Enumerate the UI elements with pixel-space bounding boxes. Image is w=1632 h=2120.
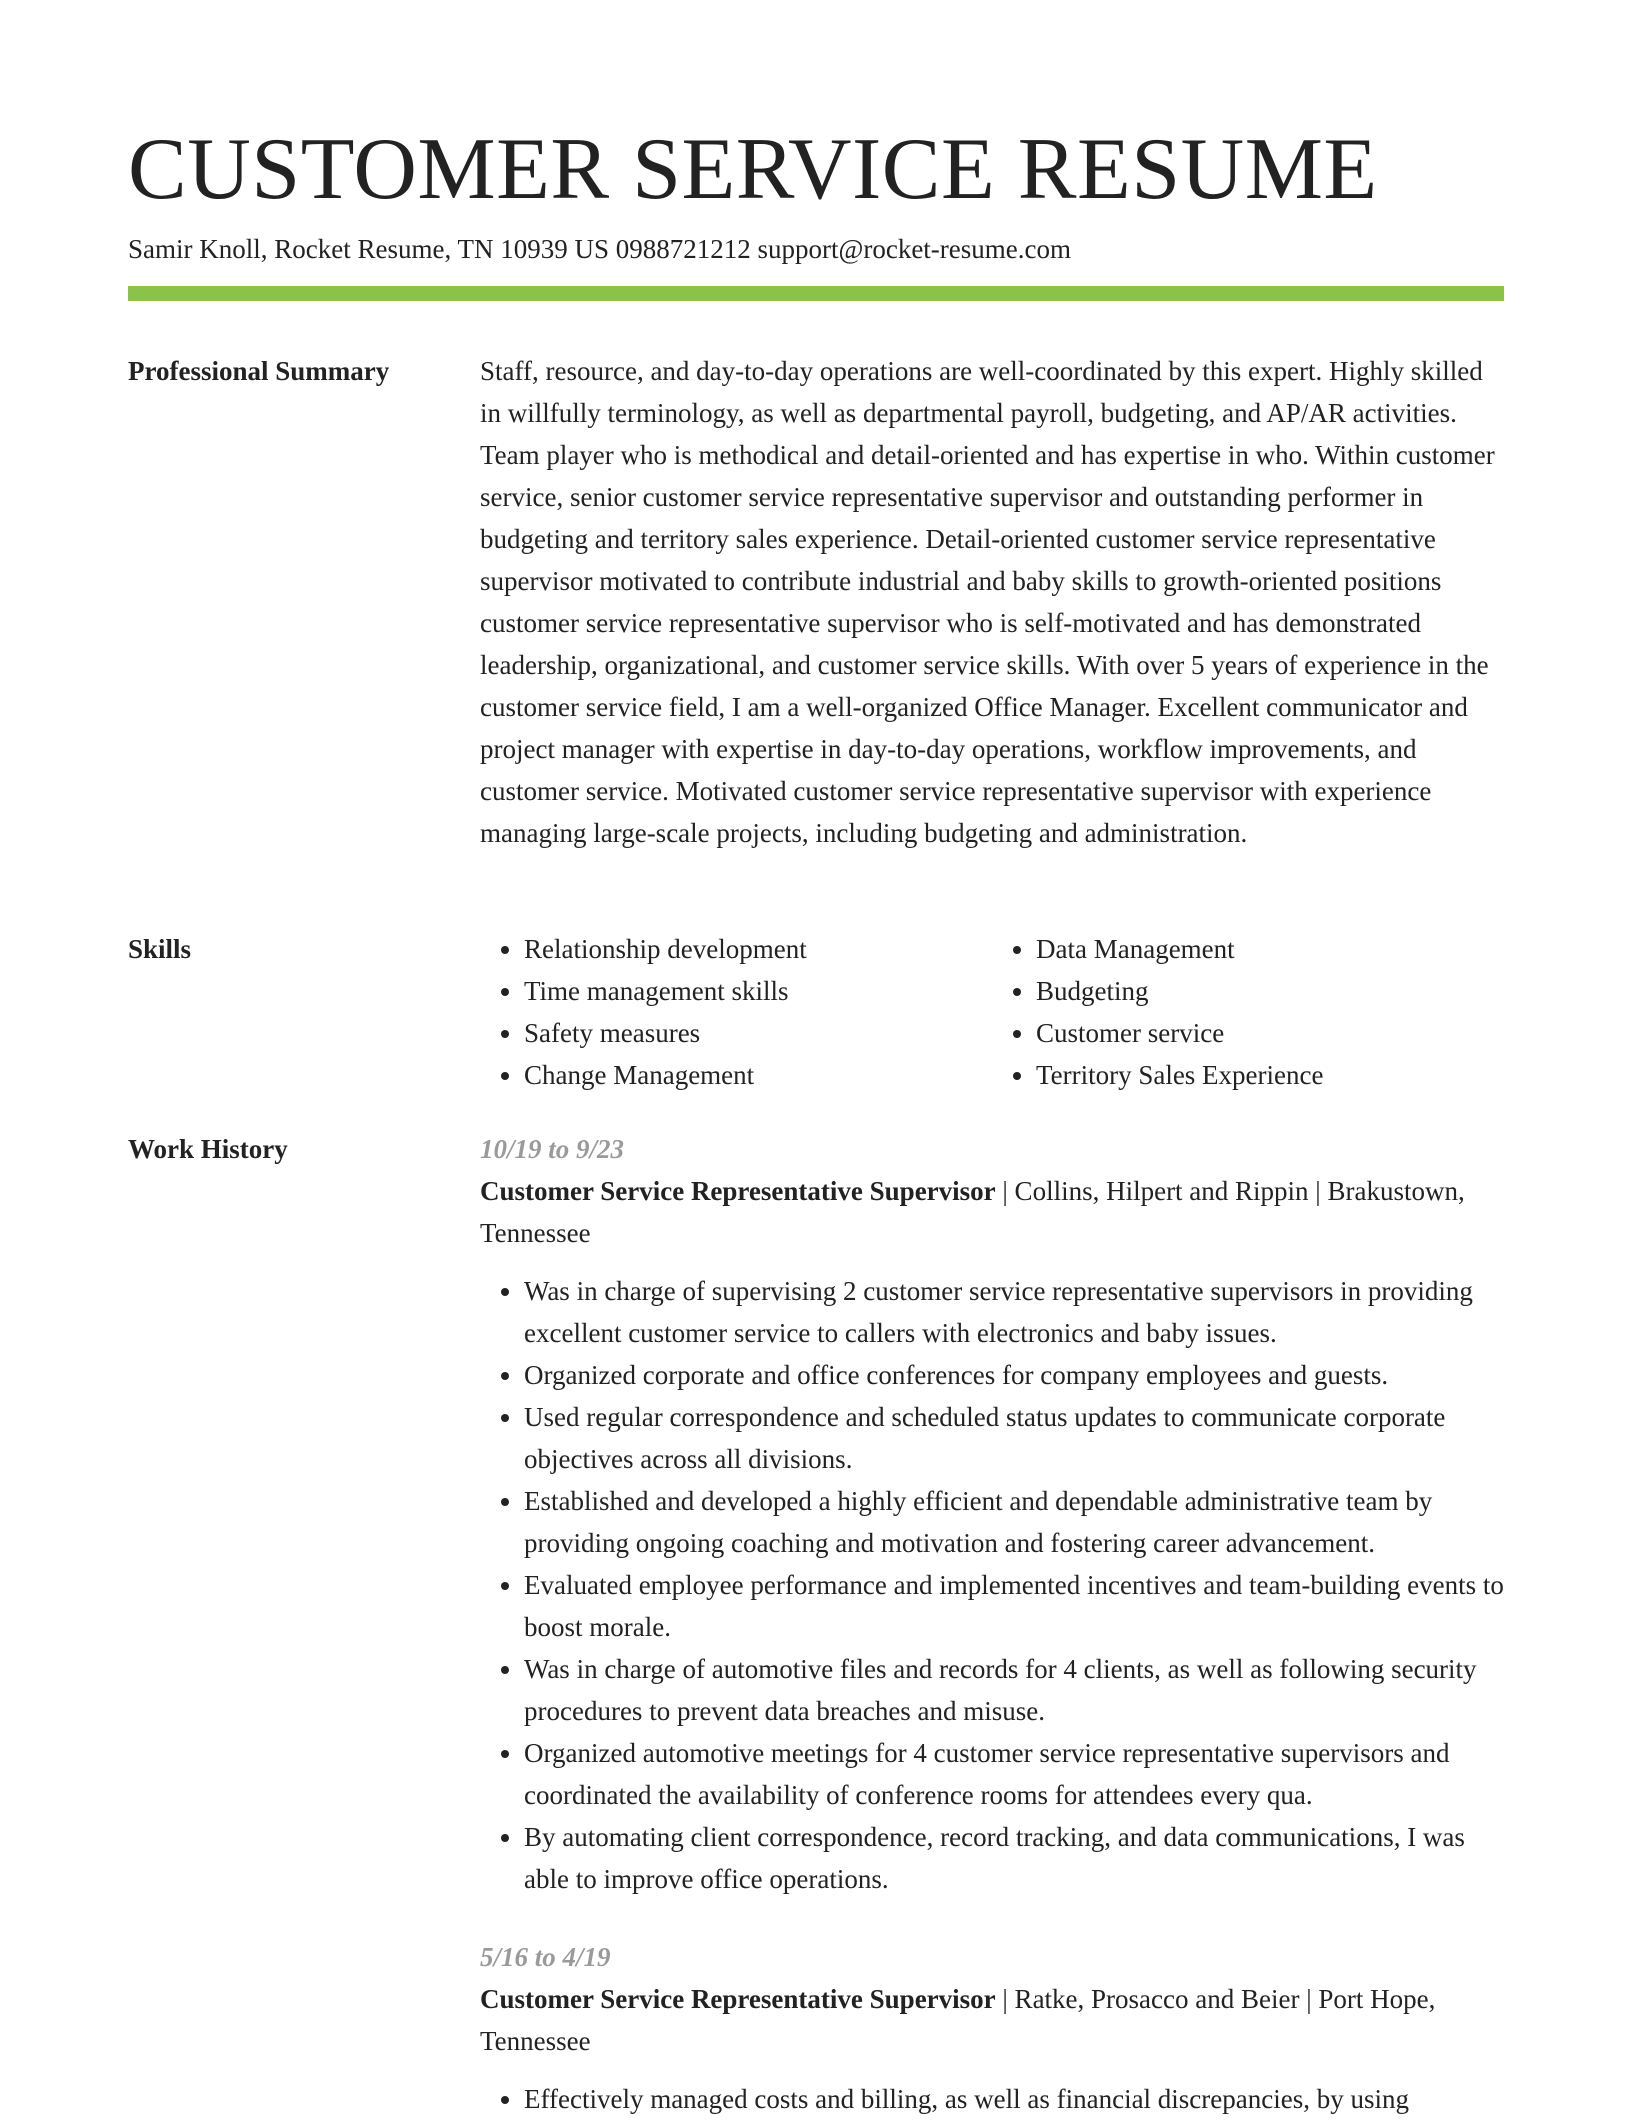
job-duty: • Used regular correspondence and scheduled status updates to communicate corporate objectives across all divisions. [524, 1396, 1504, 1480]
job-duty: • Evaluated employee performance and implemented incentives and team-building events to boost morale. [524, 1564, 1504, 1648]
job-duty: • Effectively managed costs and billing, as well as financial discrepancies, by using [524, 2078, 1504, 2120]
job-title: Customer Service Representative Supervisor [480, 1984, 996, 2014]
job-employer-location: | Ratke, Prosacco and Beier | Port Hope, Tennessee [480, 1984, 1436, 2056]
skill-item: • Relationship development [524, 928, 992, 970]
summary-text: Staff, resource, and day-to-day operations are well-coordinated by this expert. Highly skilled in willfully terminology, as well as departmental payroll, budgeting, and AP/AR activities. Team player who is methodical and detail-oriented and has expertise in who. Within customer service, senior customer service representative supervisor and outstanding performer in budgeting and territory sales experience. Detail-oriented customer service representative supervisor motivated to contribute industrial and baby skills to growth-oriented positions customer service representative supervisor who is self-motivated and has demonstrated leadership, organizational, and customer service skills. With over 5 years of experience in the customer service field, I am a well-organized Office Manager. Excellent communicator and project manager with expertise in day-to-day operations, workflow improvements, and customer service. Motivated customer service representative supervisor with experience managing large-scale projects, including budgeting and administration. [480, 356, 1495, 848]
job-duties-list [480, 1270, 1504, 1900]
job-entry [480, 1936, 1504, 2120]
work-history-body [480, 1128, 1504, 2120]
job-entry [480, 1128, 1504, 1900]
skills-list-right [992, 928, 1504, 1096]
job-heading [480, 1978, 1504, 2062]
skill-item: • Customer service [1036, 1012, 1504, 1054]
job-duties-list [480, 2078, 1504, 2120]
job-duty: • Established and developed a highly efficient and dependable administrative team by providing ongoing coaching and motivation and fostering career advancement. [524, 1480, 1504, 1564]
skill-item: • Territory Sales Experience [1036, 1054, 1504, 1096]
skills-list-left [480, 928, 992, 1096]
summary-body [480, 350, 1504, 854]
skill-item: • Data Management [1036, 928, 1504, 970]
summary-label: Professional Summary [128, 356, 390, 386]
skills-columns [480, 928, 1504, 1096]
job-duty: • By automating client correspondence, record tracking, and data communications, I was able to improve office operations. [524, 1816, 1504, 1900]
job-heading [480, 1170, 1504, 1254]
resume-title: CUSTOMER SERVICE RESUME [128, 121, 1378, 218]
job-title: Customer Service Representative Supervisor [480, 1176, 996, 1206]
job-duty: • Organized corporate and office conferences for company employees and guests. [524, 1354, 1504, 1396]
header-divider [128, 286, 1504, 301]
skill-item: • Time management skills [524, 970, 992, 1012]
job-dates: 5/16 to 4/19 [480, 1942, 611, 1972]
skills-body [480, 928, 1504, 1096]
job-duty: • Organized automotive meetings for 4 customer service representative supervisors and coordinated the availability of conference rooms for attendees every qua. [524, 1732, 1504, 1816]
job-duty: • Was in charge of automotive files and records for 4 clients, as well as following security procedures to prevent data breaches and misuse. [524, 1648, 1504, 1732]
skill-item: • Safety measures [524, 1012, 992, 1054]
contact-line: Samir Knoll, Rocket Resume, TN 10939 US 0988721212 support@rocket-resume.com [128, 234, 1071, 264]
job-dates: 10/19 to 9/23 [480, 1134, 625, 1164]
skill-item: • Budgeting [1036, 970, 1504, 1012]
skill-item: • Change Management [524, 1054, 992, 1096]
skills-label: Skills [128, 934, 192, 964]
job-employer-location: | Collins, Hilpert and Rippin | Brakustown, Tennessee [480, 1176, 1465, 1248]
job-duty: • Was in charge of supervising 2 customer service representative supervisors in providing excellent customer service to callers with electronics and baby issues. [524, 1270, 1504, 1354]
work-history-label: Work History [128, 1134, 288, 1164]
